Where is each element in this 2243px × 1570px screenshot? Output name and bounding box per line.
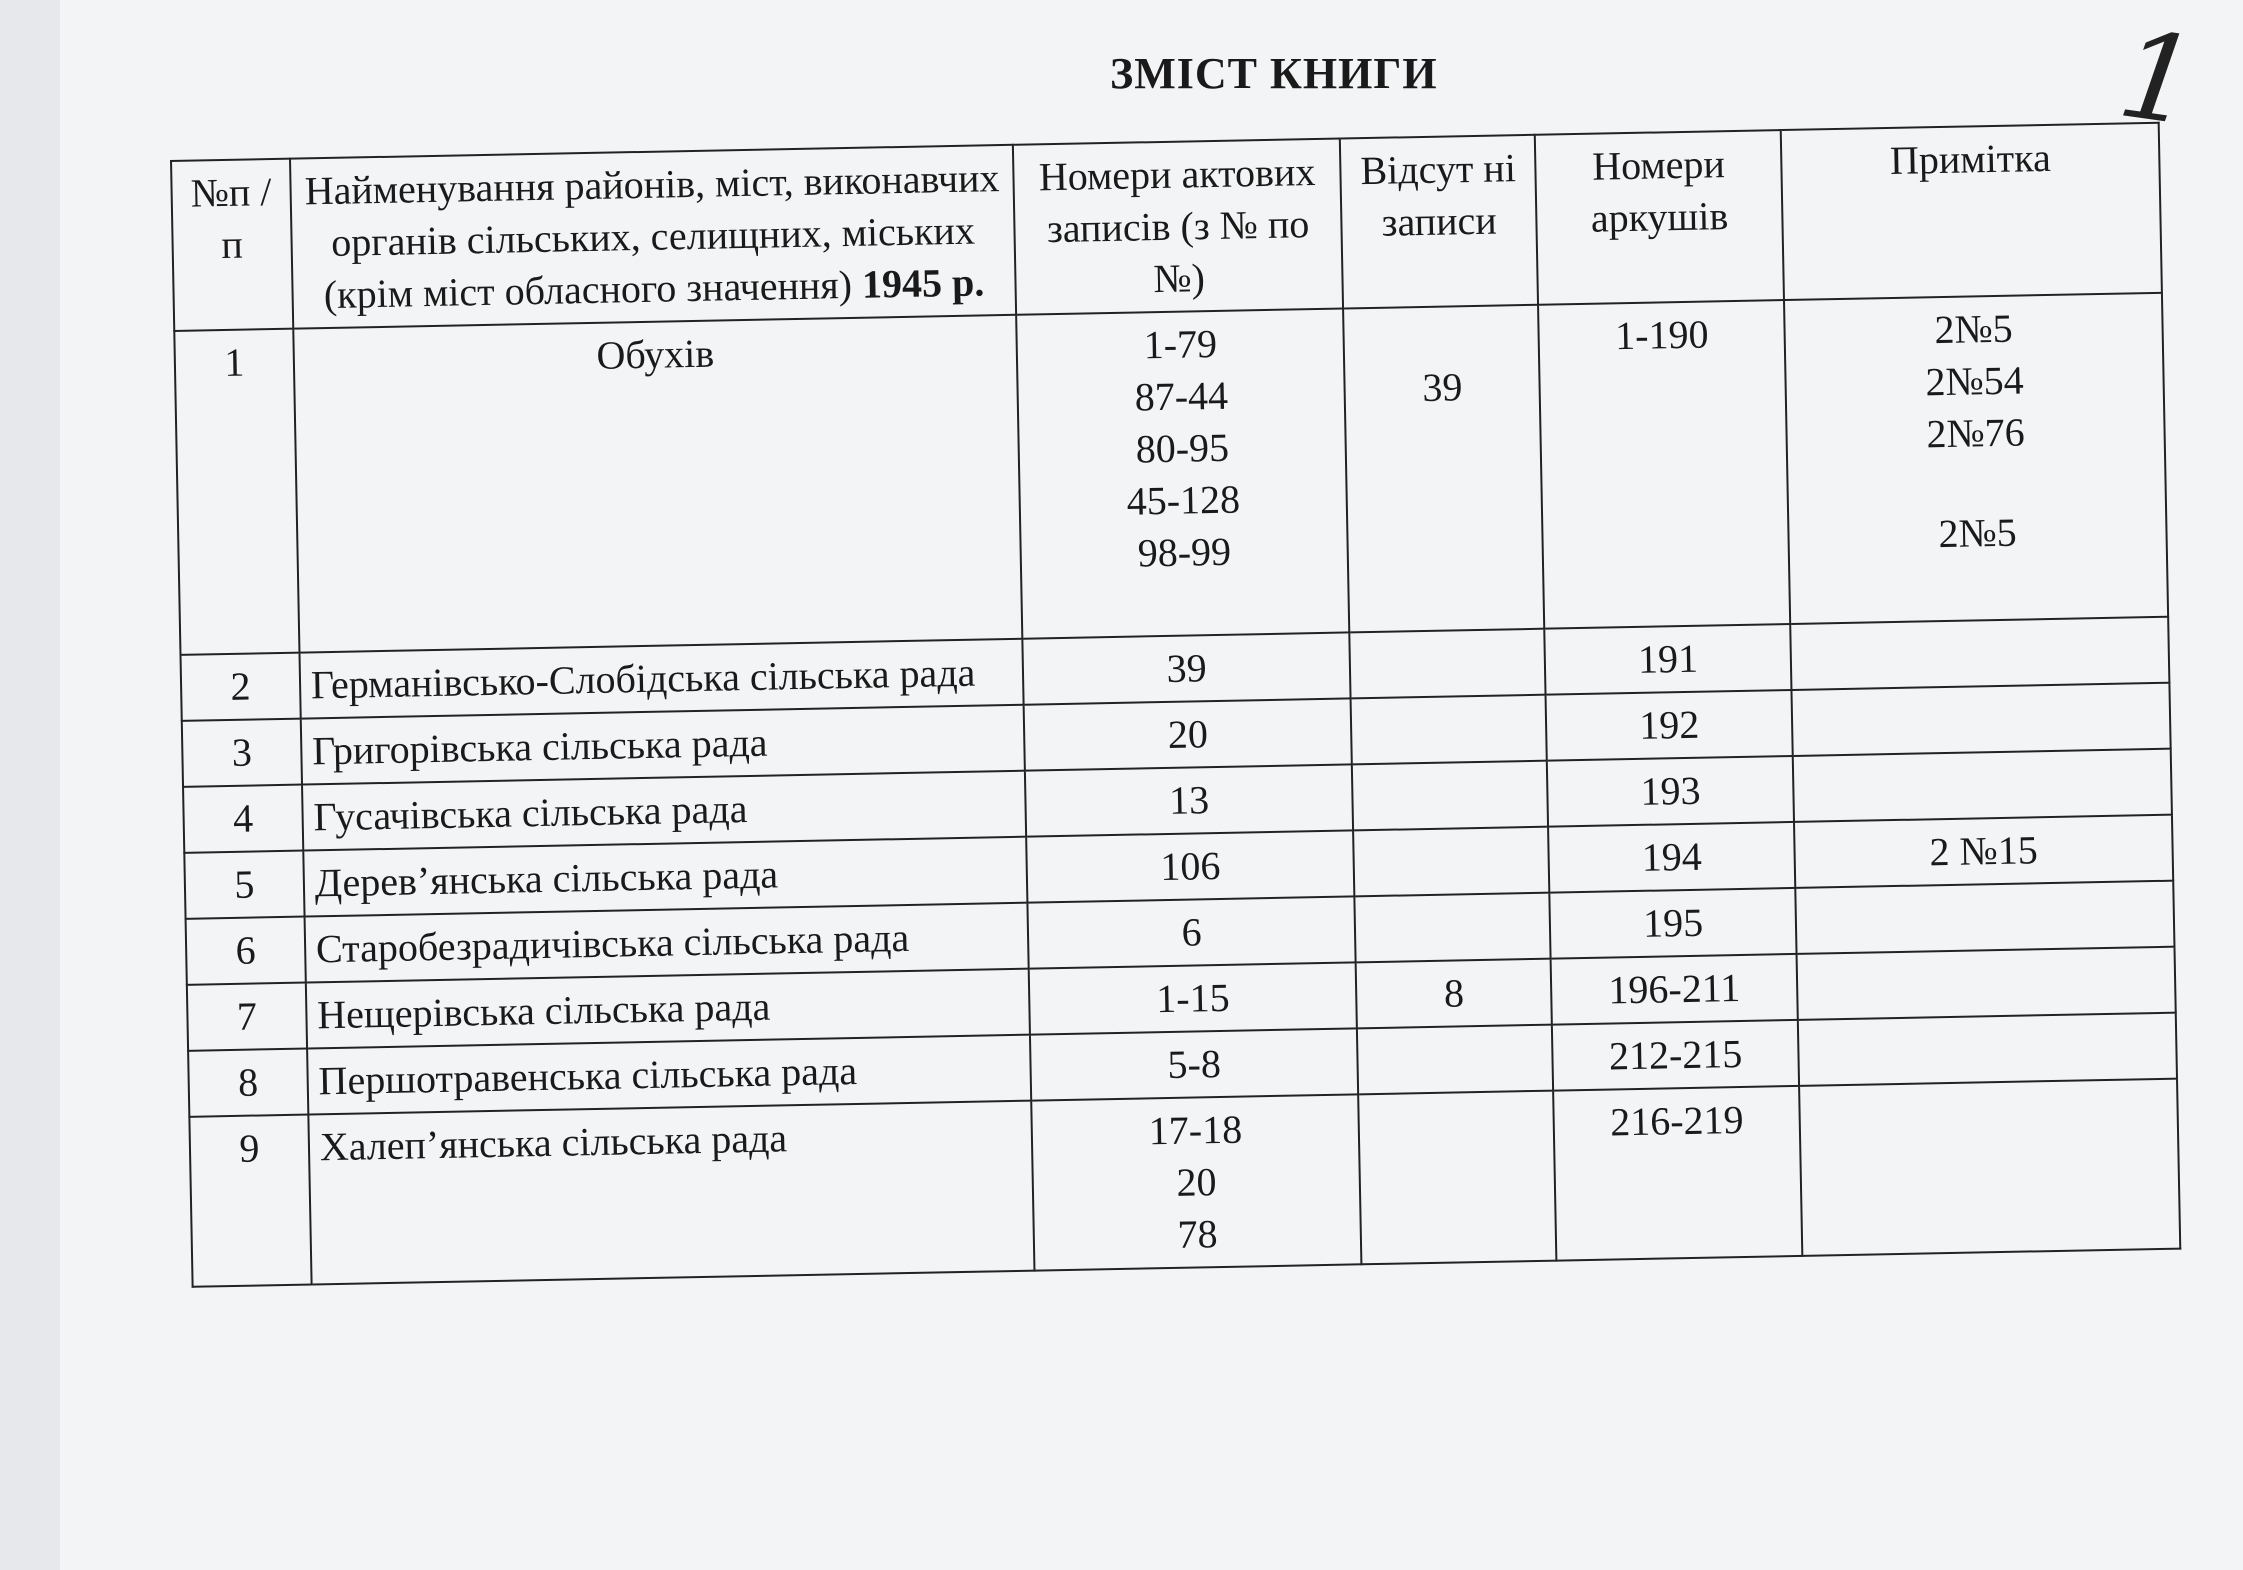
row-num: 5 [184,851,304,919]
row-acts: 39 [1022,632,1350,704]
row-name: Старобезрадичівська сільська рада [304,903,1028,983]
row-num: 1 [174,329,299,655]
row-num: 2 [181,653,301,721]
note-entry: 2№76 [1926,409,2026,457]
row-note [1792,683,2171,756]
row-name: Першотравенська сільська рада [307,1035,1031,1115]
act-range: 20 [1176,1159,1217,1205]
row-acts [1031,1094,1361,1270]
row-num: 9 [189,1115,311,1287]
row-sheets: 216-219 [1553,1086,1802,1261]
row-sheets: 195 [1550,888,1797,959]
header-name [290,145,1016,329]
row-name: Дерев’янська сільська рада [303,837,1027,917]
row-acts: 13 [1025,764,1353,836]
row-note [1790,617,2169,690]
header-acts: Номери актових записів (з № по №) [1013,139,1343,315]
missing-value: 39 [1421,364,1463,410]
row-acts: 6 [1028,896,1356,968]
header-num: №п /п [171,159,293,331]
row-sheets: 1-190 [1538,300,1790,629]
row-missing [1343,305,1544,633]
header-missing: Відсут ні записи [1340,135,1538,309]
row-note: 2 №15 [1794,815,2173,888]
act-range: 98-99 [1137,528,1232,576]
header-note: Примітка [1781,123,2162,300]
table-row [174,293,2168,655]
row-acts [1016,309,1349,639]
row-sheets: 193 [1547,756,1794,827]
row-name: Григорівська сільська рада [301,705,1025,785]
header-name-year: 1945 р. [861,259,985,307]
row-acts: 5-8 [1030,1028,1358,1100]
row-note [1799,1079,2180,1256]
row-name: Гусачівська сільська рада [302,771,1026,851]
row-missing [1355,893,1551,963]
row-num: 6 [186,917,306,985]
row-acts: 106 [1026,830,1354,902]
handwritten-page-number: 1 [2110,5,2206,154]
row-sheets: 191 [1544,624,1791,695]
act-range: 80-95 [1135,424,1230,472]
document-title: ЗМІСТ КНИГИ [1110,49,1438,98]
row-missing [1349,629,1545,699]
act-range: 45-128 [1126,476,1241,524]
row-num: 8 [188,1049,308,1117]
row-name: Нещерівська сільська рада [306,969,1030,1049]
row-note [1795,881,2174,954]
row-missing: 8 [1356,959,1552,1029]
note-entry: 2№5 [1934,305,2014,353]
row-sheets: 196-211 [1551,954,1798,1025]
row-name: Обухів [293,315,1022,653]
row-note [1784,293,2168,624]
act-range: 17-18 [1148,1106,1243,1154]
row-note [1798,1013,2177,1086]
row-sheets: 212-215 [1552,1020,1799,1091]
row-missing [1352,761,1548,831]
header-name-text: Найменування районів, міст, виконавчих органів сільських, селищних, міських (крім міст обласного значення) [304,155,1000,318]
row-missing [1353,827,1549,897]
row-missing [1357,1025,1553,1095]
row-sheets: 194 [1548,822,1795,893]
row-missing [1351,695,1547,765]
spacer [1354,312,1528,363]
act-range: 87-44 [1134,372,1229,420]
spacer [1798,456,2155,511]
row-num: 3 [182,719,302,787]
act-range: 1-79 [1143,320,1218,368]
contents-table-wrapper [170,122,2181,1288]
row-name: Германівсько-Слобідська сільська рада [299,639,1023,719]
row-acts: 1-15 [1029,962,1357,1034]
row-sheets: 192 [1546,690,1793,761]
header-sheets: Номери аркушів [1535,130,1784,305]
row-num: 4 [183,785,303,853]
row-missing [1358,1091,1556,1265]
note-entry: 2№54 [1925,357,2025,405]
row-acts: 20 [1024,698,1352,770]
row-note [1797,947,2176,1020]
row-name: Халеп’янська сільська рада [308,1101,1034,1285]
act-range: 78 [1177,1211,1218,1257]
row-note [1793,749,2172,822]
row-num: 7 [187,983,307,1051]
note-entry: 2№5 [1938,509,2018,557]
contents-table [170,122,2181,1288]
